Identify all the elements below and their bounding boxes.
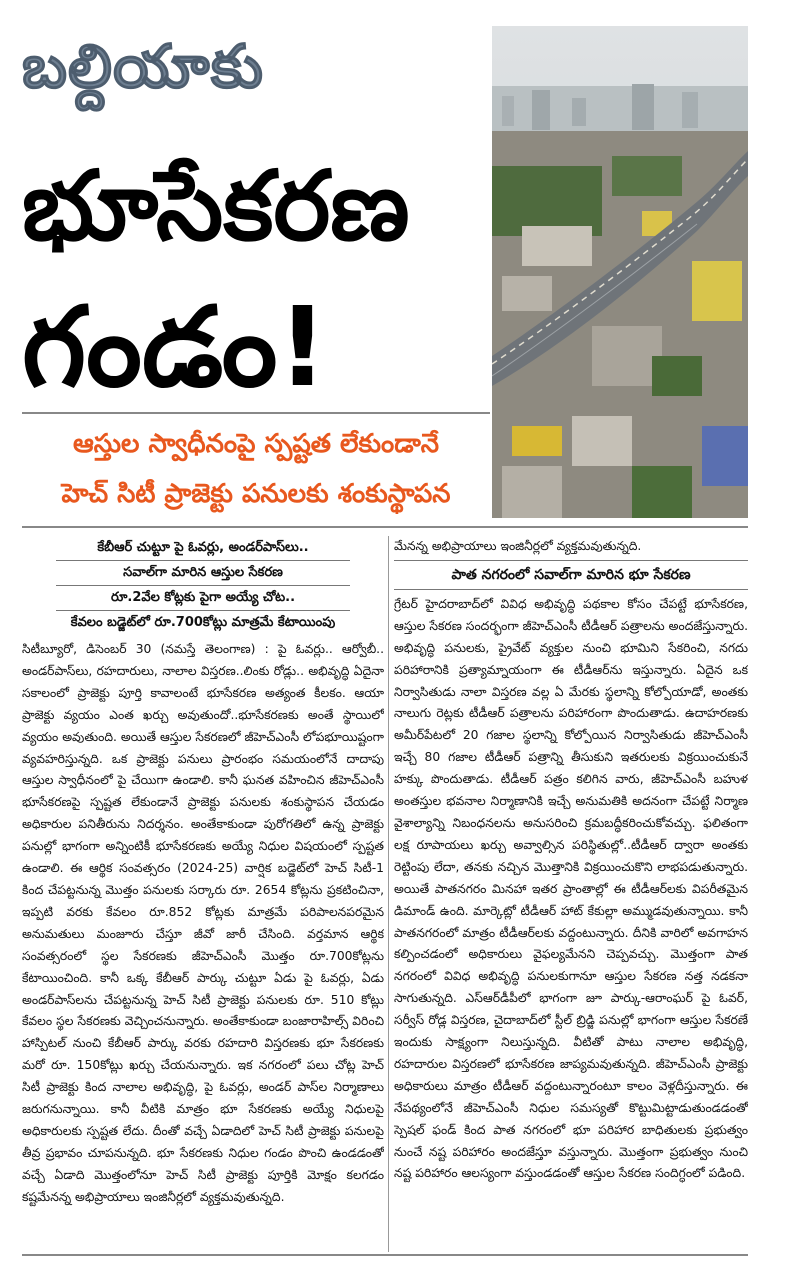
deck-line: కేబీఆర్ చుట్టూ పై ఓవర్లు, అండర్‌పాస్‌లు.. [56, 536, 350, 561]
column-separator [388, 536, 389, 1252]
headline-line-1: బల్దియాకు [22, 32, 264, 102]
city-flyover-photo [492, 26, 748, 518]
divider-line [22, 1254, 748, 1256]
headline-line-2: భూసేకరణ [22, 150, 410, 262]
newspaper-clipping [22, 26, 748, 1256]
divider-line [22, 526, 748, 528]
section-heading: పాత నగరంలో సవాల్‌గా మారిన భూ సేకరణ [394, 560, 748, 590]
deck-line: కేవలం బడ్జెట్‌లో రూ.700కోట్లు మాత్రమే కేటాయింపు [70, 615, 336, 630]
body-paragraph: సిటీబ్యూరో, డిసెంబర్ 30 (నమస్తే తెలంగాణ) : పై ఓవర్లు.. ఆర్వోబీ.. అండర్‌పాస్‌లు, రహదారులు, నాలాల విస్తరణ..లింకు రోడ్లు.. అభివృద్ధి ఏదైనా సకాలంలో ప్రాజెక్టు పూర్తి కావాలంటే భూసేకరణ అత్యంత కీలకం. ఆయా ప్రాజెక్టు వ్యయం ఎంత ఖర్చు అవుతుందో..భూసేకరణకు అంతే స్థాయిలో వ్యయం అవుతుంది. అయితే ఆస్తుల సేకరణలో జీహెచ్‌ఎంసీ లోపభూయిష్టంగా వ్యవహరిస్తున్నది. ఒక ప్రాజెక్టు పనులు ప్రారంభం సమయంలోనే దాదాపు ఆస్తుల స్వాధీనంలో పై చేయిగా ఉండాలి. కానీ ఘనత వహించిన జీహెచ్‌ఎంసీ భూసేకరణపై స్పష్టత లేకుండానే ప్రాజెక్టు పనులకు శంకుస్థాపన చేయడం అధికారుల పనితీరును నిదర్శనం. అంతేకాకుండా పురోగతిలో ఉన్న ప్రాజెక్టు పనుల్లో భాగంగా అన్నింటికీ భూసేకరణకు అయ్యే నిధుల విషయంలో స్పష్టత ఉండాలి. ఈ ఆర్థిక సంవత్సరం (2024-25) వార్షిక బడ్జెట్‌లో హెచ్ సిటీ-1 కింద చేపట్టనున్న మొత్తం పనులకు సర్కారు రూ. 2654 కోట్లను ప్రకటించినా, ఇప్పటి వరకు కేవలం రూ.852 కోట్లకు మాత్రమే పరిపాలనపరమైన అనుమతులు మంజూరు చేస్తూ జీవో జారీ చేసింది. వర్తమాన ఆర్థిక సంవత్సరంలో స్థల సేకరణకు జీహెచ్‌ఎంసీ మొత్తం రూ.700కోట్లను కేటాయించింది. కానీ ఒక్క కేబీఆర్ పార్కు చుట్టూ ఏడు పై ఓవర్లు, ఏడు అండర్‌పాస్‌లను చేపట్టనున్న హెచ్ సిటీ ప్రాజెక్టు పనులకు రూ. 510 కోట్లు కేవలం స్థల సేకరణకు వెచ్చించనున్నారు. అంతేకాకుండా బంజారాహిల్స్ విరించి హాస్పిటల్ నుంచి కేబీఆర్ పార్కు వరకు రహదారి విస్తరణకు భూ సేకరణకు మరో రూ. 150కోట్లు ఖర్చు చేయనున్నారు. ఇక నగరంలో పలు చోట్ల హెచ్ సిటీ ప్రాజెక్టు కింద నాలాల అభివృద్ధి, పై ఓవర్లు, అండర్ పాస్‌ల నిర్మాణాలు జరుగనున్నాయి. కానీ వీటికి మాత్రం భూ సేకరణకు అయ్యే నిధులపై అధికారులకు స్పష్టత లేదు. దీంతో వచ్చే ఏడాదిలో హెచ్ సిటీ ప్రాజెక్టు పనులపై తీవ్ర ప్రభావం చూపనున్నది. భూ సేకరణకు నిధుల గండం పొంచి ఉండడంతో వచ్చే ఏడాది మొత్తంలోనూ హెచ్ సిటీ ప్రాజెక్టు పూర్తికి మోక్షం కలగడం కష్టమేనన్న అభిప్రాయాలు ఇంజినీర్లలో వ్యక్తమవుతున్నది. [22, 642, 384, 1204]
article-body-left [22, 639, 384, 1209]
subheadline-line-1: ఆస్తుల స్వాధీనంపై స్పష్టత లేకుండానే [73, 429, 439, 459]
article-body-right [394, 594, 748, 1185]
article-column-left [22, 536, 384, 1252]
headline-line-3: గండం! [22, 283, 328, 411]
body-paragraph: గ్రేటర్ హైదరాబాద్‌లో వివిధ అభివృద్ధి పథకాల కోసం చేపట్టే భూసేకరణ, ఆస్తుల సేకరణ సందర్భంగా జీహెచ్‌ఎంసీ టీడీఆర్ పత్రాలను అందజేస్తున్నారు. అభివృద్ధి పనులకు, ప్రైవేట్ వ్యక్తుల నుంచి భూమిని సేకరించి, నగదు పరిహారానికి ప్రత్యామ్నాయంగా ఈ టీడీఆర్‌ను ఇస్తున్నారు. ఏదైన ఒక నిర్వాసితుడు నాలా విస్తరణ వల్ల ఏ మేరకు స్థలాన్ని కోల్పోయాడో, అంతకు నాలుగు రెట్లకు టీడీఆర్ పత్రాలను పరిహారంగా పొందుతాడు. ఉదాహరణకు అమీర్‌పేటలో 20 గజాల స్థలాన్ని కోల్పోయిన నిర్వాసితుడు జీహెచ్‌ఎంసీ ఇచ్చే 80 గజాల టీడీఆర్ పత్రాన్ని తీసుకుని ఇతరులకు విక్రయించుకునే హక్కు పొందుతాడు. టీడీఆర్ పత్రం కలిగిన వారు, జీహెచ్‌ఎంసీ బహుళ అంతస్తుల భవనాల నిర్మాణానికి ఇచ్చే అనుమతికి అదనంగా చేపట్టే నిర్మాణ వైశాల్యాన్ని నిబంధనలను అనుసరించి క్రమబద్ధీకరించుకోవచ్చు. ఫలితంగా లక్ష రూపాయలు ఖర్చు అవ్వాల్సిన పరిస్థితుల్లో..టీడీఆర్ ద్వారా అంతకు రెట్టింపు లేదా, తనకు నచ్చిన మొత్తానికి విక్రయించుకొని లాభపడుతున్నారు. అయితే పాతనగరం మినహా ఇతర ప్రాంతాల్లో ఈ టీడీఆర్‌లకు విపరీతమైన డిమాండ్ ఉంది. మార్కెట్లో టీడీఆర్ హాట్ కేకుల్లా అమ్ముడవుతున్నాయి. కానీ పాతనగరంలో మాత్రం టీడీఆర్‌లకు వద్దంటున్నారు. దీనికి వారిలో అవగాహన కల్పించడంలో అధికారులు వైఫల్యమేనని చెప్పవచ్చు. మొత్తంగా పాత నగరంలో వివిధ అభివృద్ధి పనులకుగానూ ఆస్తుల సేకరణ నత్త నడకనా సాగుతున్నది. ఎస్‌ఆర్‌డీపీలో భాగంగా జూ పార్కు-ఆరాంఘర్ పై ఓవర్, సర్వీస్ రోడ్ల విస్తరణ, చైదాబాద్‌లో స్టీల్ బ్రిడ్జి పనుల్లో భాగంగా ఆస్తుల సేకరణే ఇందుకు సాక్ష్యంగా నిలుస్తున్నది. వీటితో పాటు నాలాల అభివృద్ధి, రహదారుల విస్తరణలో భూసేకరణ జాప్యమవుతున్నది. జీహెచ్‌ఎంసీ ప్రాజెక్టు అధికారులు మాత్రం టీడీఆర్ వద్దంటున్నారంటూ కాలం వెళ్లదీస్తున్నారు. ఈ నేపథ్యంలోనే జీహెచ్‌ఎంసీ నిధుల సమస్యతో కొట్టుమిట్టాడుతుండడంతో స్పెషల్ ఫండ్ కింద పాత నగరంలో భూ పరిహార బాధితులకు ప్రభుత్వం నుంచే నష్ట పరిహారం అందజేస్తూ వస్తున్నారు. మొత్తంగా ప్రభుత్వం నుంచి నష్ట పరిహారం ఆలస్యంగా వస్తుండడంతో ఆస్తుల సేకరణ సందిగ్ధంలో పడింది. [394, 596, 748, 1181]
article-column-right [394, 536, 748, 1252]
continued-text: మేనన్న అభిప్రాయాలు ఇంజినీర్లలో వ్యక్తమవుతున్నది. [394, 539, 642, 553]
deck-line: రూ.2వేల కోట్లకు పైగా అయ్యే చోట.. [56, 586, 350, 611]
divider-line [22, 412, 490, 414]
subheadline-line-2: హెచ్ సిటీ ప్రాజెక్టు పనులకు శంకుస్థాపన [61, 479, 451, 509]
deck-line: సవాల్‌గా మారిన ఆస్తుల సేకరణ [56, 561, 350, 586]
